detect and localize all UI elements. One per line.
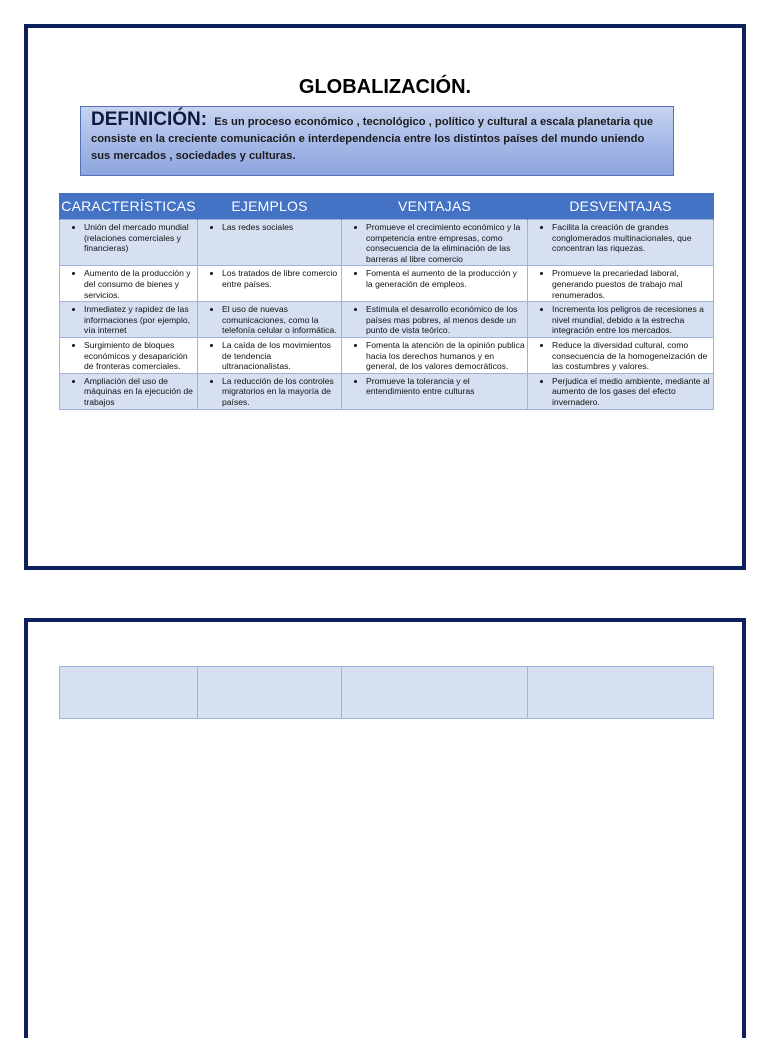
table-cell [528, 220, 714, 266]
cell-text: • Facilita la creación de grandes conglomerados multinacionales, que concentran las riquezas. [552, 222, 711, 254]
table-cell [342, 337, 528, 373]
table-cell [528, 373, 714, 409]
cell-text: • Fomenta la atención de la opinión publica hacia los derechos humanos y en general, de los valores democráticos. [366, 340, 525, 372]
cell-text: • Aumento de la producción y del consumo de bienes y servicios. [84, 268, 195, 300]
table-cell [528, 266, 714, 302]
table-header-row [60, 193, 714, 220]
cell-text: • Las redes sociales [222, 222, 339, 233]
cell-text: • Estimula el desarrollo económico de los países mas pobres, al menos desde un punto de vista teórico. [366, 304, 525, 336]
cell-text: • Los tratados de libre comercio entre países. [222, 268, 339, 289]
table-row [60, 667, 714, 719]
table-row [60, 266, 714, 302]
table-cell [528, 667, 714, 719]
header-ejemplos: EJEMPLOS [198, 193, 342, 220]
header-caracteristicas: CARACTERÍSTICAS [60, 193, 198, 220]
table-cell [60, 373, 198, 409]
table-cell [528, 337, 714, 373]
document-page-2 [24, 618, 746, 1038]
cell-text: • El uso de nuevas comunicaciones, como la telefonía celular o informática. [222, 304, 339, 336]
cell-text: • La caída de los movimientos de tendencia ultranacionalistas. [222, 340, 339, 372]
table-cell [342, 373, 528, 409]
cell-text: • Reduce la diversidad cultural, como consecuencia de la homogeneización de las costumbres y valores. [552, 340, 711, 372]
table-cell [60, 266, 198, 302]
table-row [60, 302, 714, 338]
document-page-1 [24, 24, 746, 570]
definition-text: Es un proceso económico , tecnológico , político y cultural a escala planetaria que consiste en la creciente comunicación e interdependencia entre los distintos países del mundo uniendo sus mercados , sociedades y culturas. [91, 116, 654, 162]
table-cell [342, 302, 528, 338]
header-desventajas: DESVENTAJAS [528, 193, 714, 220]
globalization-table [59, 193, 714, 410]
header-ventajas: VENTAJAS [342, 193, 528, 220]
table-cell [60, 302, 198, 338]
definition-box [80, 106, 674, 176]
table-row [60, 220, 714, 266]
table-cell [198, 667, 342, 719]
table-cell [342, 266, 528, 302]
page-title: GLOBALIZACIÓN. [298, 76, 472, 98]
table-cell [198, 373, 342, 409]
cell-text: • Promueve la tolerancia y el entendimiento entre culturas [366, 376, 525, 397]
table-cell [342, 220, 528, 266]
table-cell [198, 220, 342, 266]
table-cell [60, 220, 198, 266]
cell-text: • Promueve la precariedad laboral, generando puestos de trabajo mal renumerados. [552, 268, 711, 300]
cell-text: • La reducción de los controles migratorios en la mayoría de países. [222, 376, 339, 408]
cell-text: • Inmediatez y rapidez de las informaciones (por ejemplo, vía internet [84, 304, 195, 336]
cell-text: • Incrementa los peligros de recesiones a nivel mundial, debido a la estrecha integración entre los mercados. [552, 304, 711, 336]
table-row [60, 337, 714, 373]
table-cell [198, 337, 342, 373]
empty-table [59, 666, 714, 719]
table-cell [60, 337, 198, 373]
cell-text: • Ampliación del uso de máquinas en la ejecución de trabajos [84, 376, 195, 408]
cell-text: • Surgimiento de bloques económicos y desaparición de fronteras comerciales. [84, 340, 195, 372]
table-row [60, 373, 714, 409]
table-cell [198, 266, 342, 302]
table-cell [198, 302, 342, 338]
cell-text: • Promueve el crecimiento económico y la competencia entre empresas, como consecuencia de la eliminación de las barreras al libre comercio [366, 222, 525, 264]
table-cell [342, 667, 528, 719]
table-cell [60, 667, 198, 719]
cell-text: • Fomenta el aumento de la producción y la generación de empleos. [366, 268, 525, 289]
cell-text: • Unión del mercado mundial (relaciones comerciales y financieras) [84, 222, 195, 254]
cell-text: • Perjudica el medio ambiente, mediante al aumento de los gases del efecto invernadero. [552, 376, 711, 408]
table-cell [528, 302, 714, 338]
definition-label: DEFINICIÓN: [91, 109, 208, 130]
